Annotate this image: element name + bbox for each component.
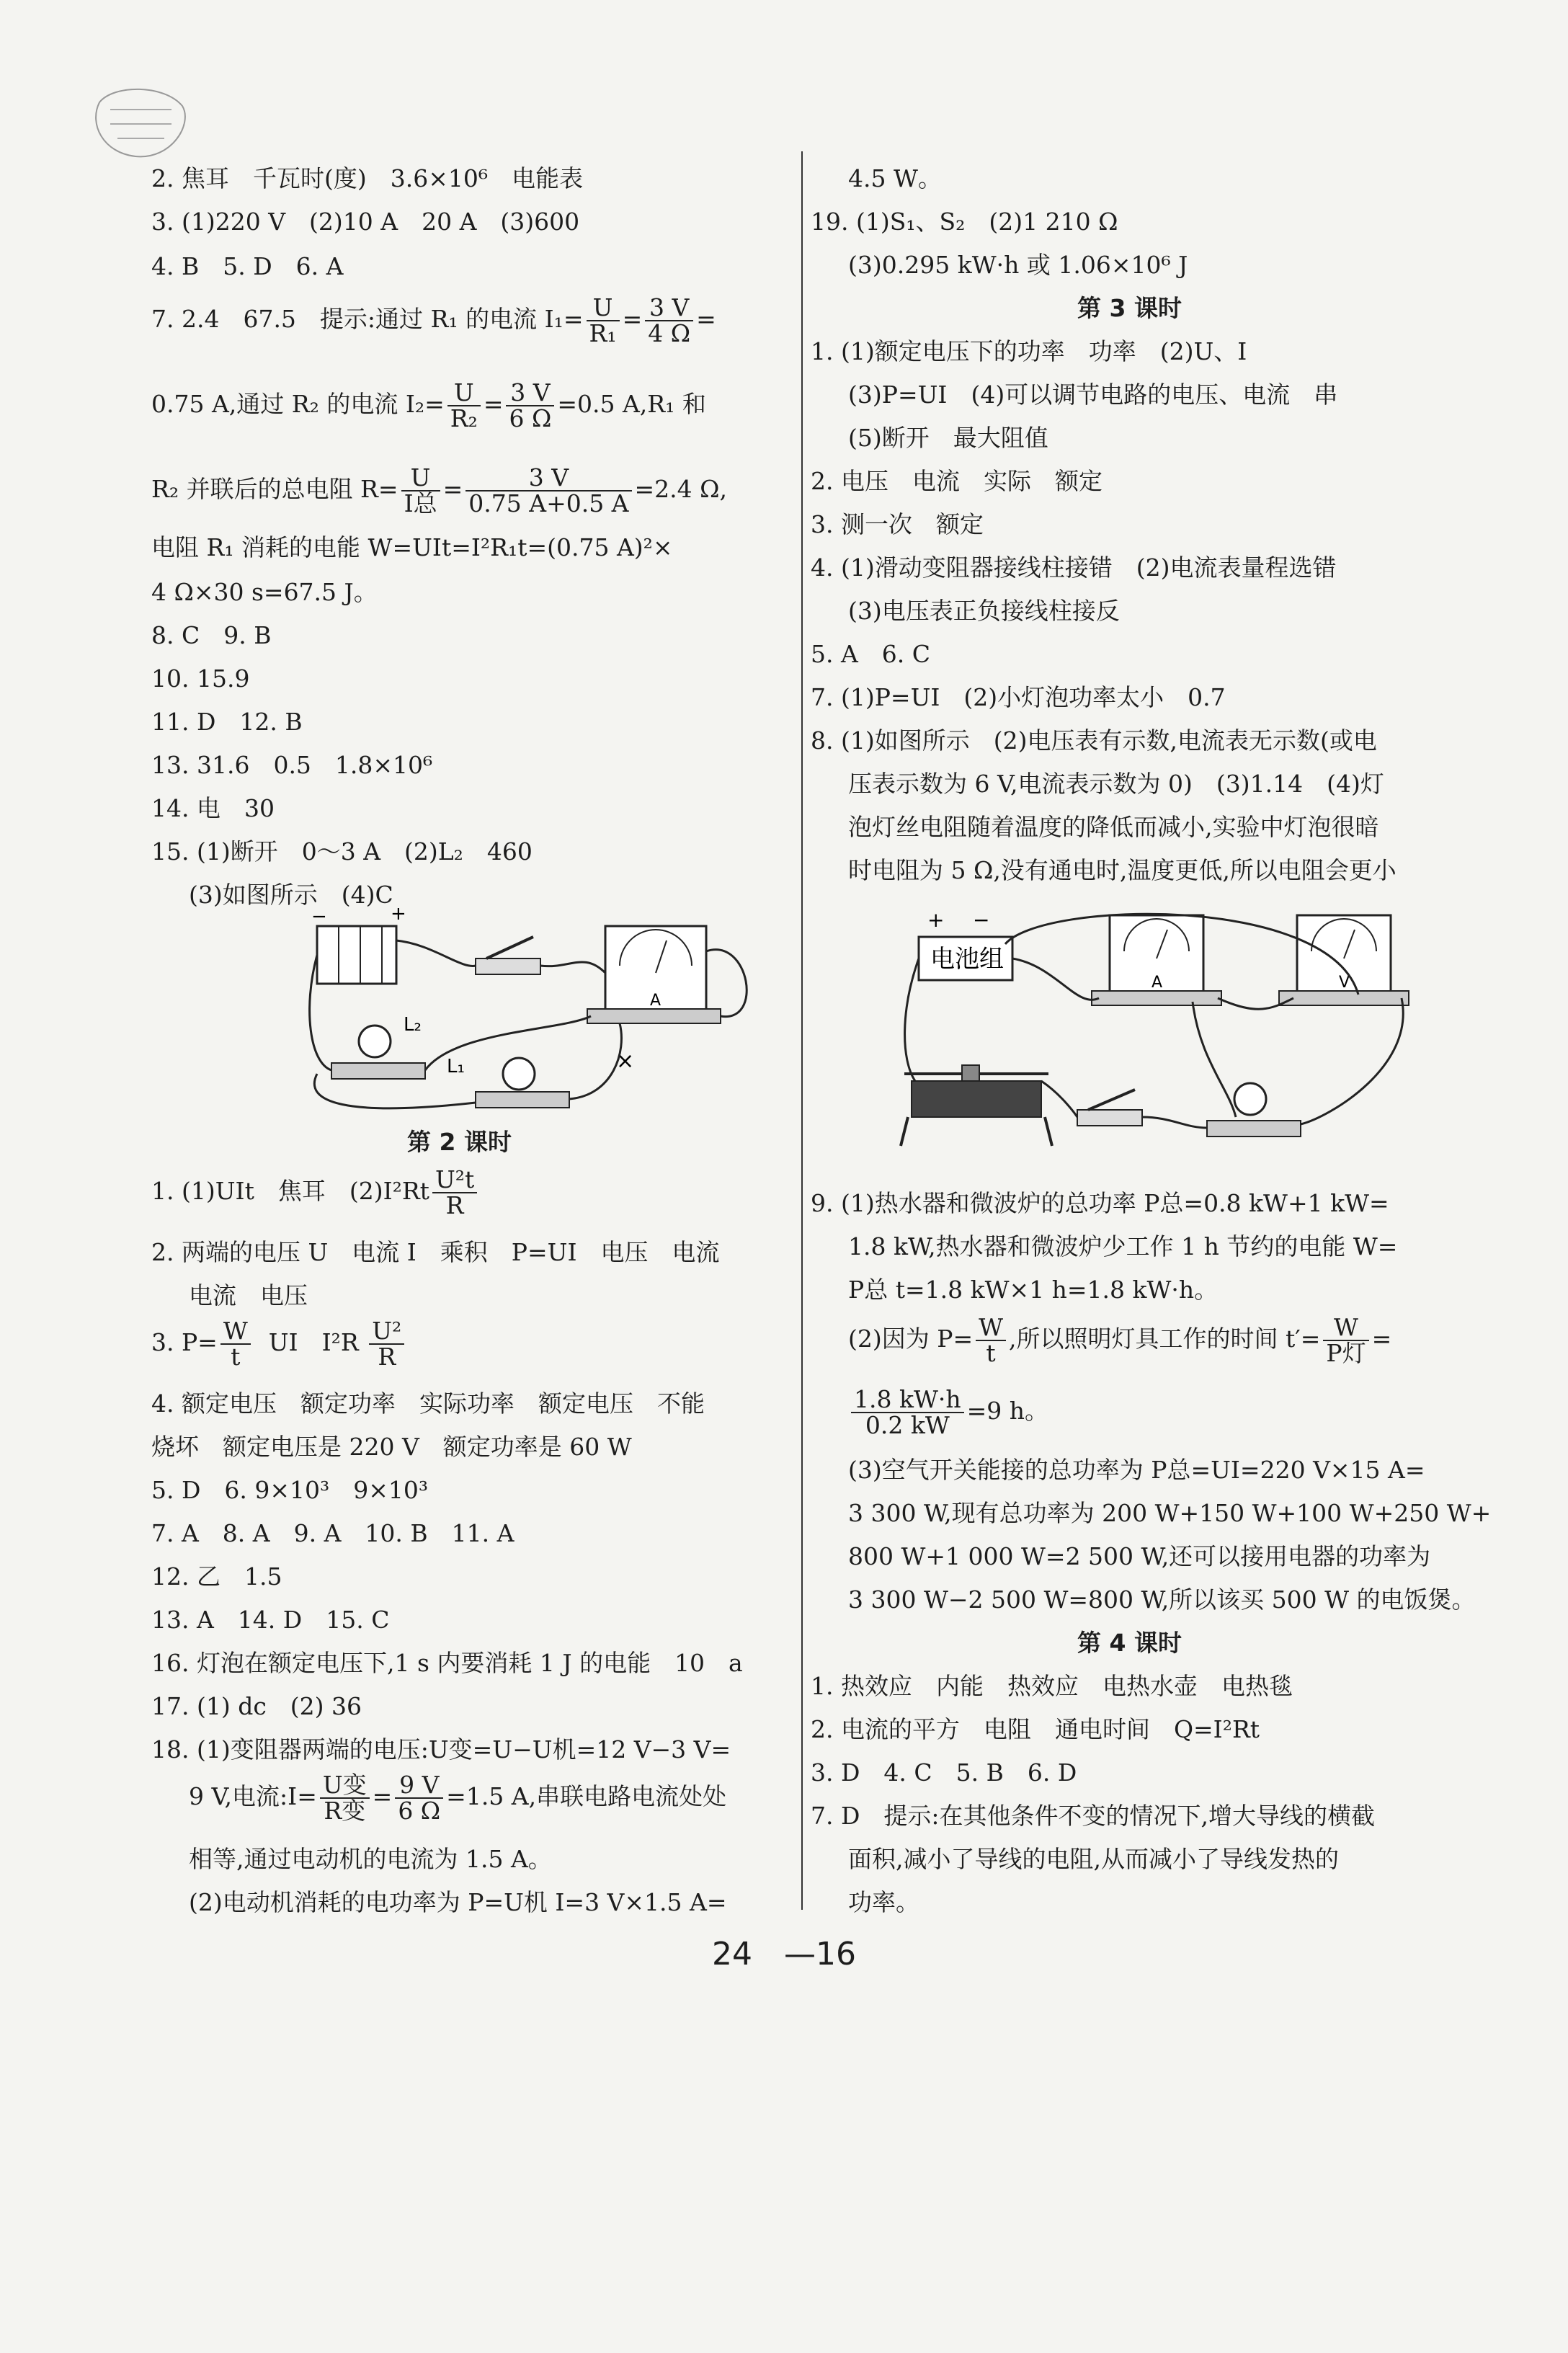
answer-line: 3. 测一次 额定 — [811, 510, 984, 538]
answer-line: 1. 热效应 内能 热效应 电热水壶 电热毯 — [811, 1672, 1293, 1700]
answer-line: 烧坏 额定电压是 220 V 额定功率是 60 W — [151, 1433, 632, 1461]
battery-icon — [317, 926, 396, 984]
ammeter-label: A — [1152, 974, 1163, 992]
battery-label: 电池组 — [930, 945, 1004, 974]
answer-line: 13. 31.6 0.5 1.8×10⁶ — [151, 751, 433, 779]
battery-plus-label: + — [927, 908, 945, 932]
stamp-logo — [85, 81, 193, 167]
voltmeter-label: V — [1339, 974, 1350, 992]
answer-line: 4. 额定电压 额定功率 实际功率 额定电压 不能 — [151, 1389, 705, 1418]
answer-line-formula: 9 V,电流:I= $\frac{\text{U变}}{\text{R变}}$ = $\frac{9 V}{6 \Omega}$ =1.5 A,串联电路电流处处 — [189, 1771, 727, 1825]
voltmeter-icon — [1279, 915, 1409, 1005]
answer-line: 8. (1)如图所示 (2)电压表有示数,电流表无示数(或电 — [811, 726, 1377, 755]
answer-line: 泡灯丝电阻随着温度的降低而减小,实验中灯泡很暗 — [848, 813, 1379, 841]
answer-line: (3)空气开关能接的总功率为 P总=UI=220 V×15 A= — [848, 1456, 1425, 1484]
answer-line: 4. (1)滑动变阻器接线柱接错 (2)电流表量程选错 — [811, 553, 1337, 582]
answer-line: 电流 电压 — [189, 1281, 308, 1309]
answer-line: 7. A 8. A 9. A 10. B 11. A — [151, 1519, 514, 1547]
answer-line: (3)0.295 kW·h 或 1.06×10⁶ J — [848, 251, 1188, 279]
bulb-icon — [1207, 1083, 1301, 1137]
answer-line: (3)如图所示 (4)C — [189, 881, 393, 909]
ammeter-label: A — [650, 992, 662, 1010]
answer-line: 电阻 R₁ 消耗的电能 W=UIt=I²R₁t=(0.75 A)²× — [151, 533, 673, 561]
answer-line: 3. D 4. C 5. B 6. D — [811, 1758, 1077, 1787]
answer-line: 9. (1)热水器和微波炉的总功率 P总=0.8 kW+1 kW= — [811, 1189, 1389, 1217]
circuit-figure-2 — [897, 901, 1438, 1175]
answer-line: 7. D 提示:在其他条件不变的情况下,增大导线的横截 — [811, 1802, 1376, 1830]
answer-line: 1. (1)额定电压下的功率 功率 (2)U、I — [811, 337, 1247, 365]
answer-line: 12. 乙 1.5 — [151, 1562, 282, 1591]
page-number: 24 —16 — [712, 1936, 856, 1972]
answer-line: 14. 电 30 — [151, 794, 275, 822]
answer-line: (3)P=UI (4)可以调节电路的电压、电流 串 — [848, 381, 1338, 409]
switch-icon — [1077, 1090, 1142, 1126]
answer-line-formula: 3. P= $\frac{W}{t}$ UI I²R $\frac{\text{U²}}{R}$ — [151, 1319, 407, 1369]
answer-line: (2)电动机消耗的电功率为 P=U机 I=3 V×1.5 A= — [189, 1888, 727, 1916]
answer-line: 2. 焦耳 千瓦时(度) 3.6×10⁶ 电能表 — [151, 164, 584, 192]
battery-minus-label: − — [311, 908, 327, 928]
answer-line: (3)电压表正负接线柱接反 — [848, 597, 1120, 625]
answer-line: 2. 两端的电压 U 电流 I 乘积 P=UI 电压 电流 — [151, 1238, 720, 1266]
battery-plus-label: + — [391, 908, 406, 925]
answer-line: 8. C 9. B — [151, 621, 272, 649]
answer-line: 3. (1)220 V (2)10 A 20 A (3)600 — [151, 208, 580, 236]
answer-line-formula: $\frac{1.8 kW\cdot h}{0.2 kW}$ =9 h。 — [811, 1387, 1048, 1438]
rheostat-icon — [901, 1065, 1052, 1146]
answer-line-formula: R₂ 并联后的总电阻 R= $\frac{U}{\text{I总}}$ = $\frac{3 V}{0.75 A+0.5 A}$ =2.4 Ω, — [151, 463, 728, 517]
answer-line: 19. (1)S₁、S₂ (2)1 210 Ω — [811, 208, 1118, 236]
answer-line: 面积,减小了导线的电阻,从而减小了导线发热的 — [848, 1845, 1339, 1873]
section-heading: 第 4 课时 — [1077, 1629, 1182, 1657]
ammeter-icon — [1092, 915, 1221, 1005]
answer-line: P总 t=1.8 kW×1 h=1.8 kW·h。 — [848, 1276, 1219, 1304]
answer-line: 5. A 6. C — [811, 640, 931, 668]
answer-line: 800 W+1 000 W=2 500 W,还可以接用电器的功率为 — [848, 1542, 1431, 1570]
answer-line: 11. D 12. B — [151, 708, 303, 736]
circuit-figure-1 — [303, 908, 807, 1131]
answer-line: 4. B 5. D 6. A — [151, 252, 344, 280]
answer-line: 18. (1)变阻器两端的电压:U变=U−U机=12 V−3 V= — [151, 1735, 731, 1763]
answer-line: 13. A 14. D 15. C — [151, 1606, 390, 1634]
answer-line: 3 300 W−2 500 W=800 W,所以该买 500 W 的电饭煲。 — [848, 1585, 1476, 1614]
cross-mark: × — [616, 1049, 635, 1074]
answer-line-formula: 7. 2.4 67.5 提示:通过 R₁ 的电流 I₁= $\frac{U}{\text{R₁}}$ = $\frac{3 V}{4 \Omega}$ = — [151, 293, 716, 347]
answer-line: 16. 灯泡在额定电压下,1 s 内要消耗 1 J 的电能 10 a — [151, 1649, 743, 1677]
bulb-l1-icon — [476, 1058, 569, 1108]
answer-line: 时电阻为 5 Ω,没有通电时,温度更低,所以电阻会更小 — [848, 856, 1396, 884]
answer-line: 5. D 6. 9×10³ 9×10³ — [151, 1476, 429, 1504]
answer-line-formula: (2)因为 P= $\frac{W}{t}$ ,所以照明灯具工作的时间 t′= $\frac{W}{\text{P灯}}$ = — [848, 1313, 1392, 1367]
bulb-l2-label: L₂ — [404, 1014, 422, 1036]
answer-line: 2. 电压 电流 实际 额定 — [811, 467, 1102, 495]
answer-line: 1.8 kW,热水器和微波炉少工作 1 h 节约的电能 W= — [848, 1232, 1398, 1260]
answer-line: 10. 15.9 — [151, 664, 250, 693]
battery-minus-label: − — [973, 908, 990, 932]
answer-line-formula: 1. (1)UIt 焦耳 (2)I²Rt $\frac{\text{U²t}}{R}$ — [151, 1167, 480, 1218]
answer-line: 17. (1) dc (2) 36 — [151, 1692, 362, 1720]
answer-line: 4.5 W。 — [848, 164, 942, 192]
answer-line: 压表示数为 6 V,电流表示数为 0) (3)1.14 (4)灯 — [848, 770, 1384, 798]
answer-line: (5)断开 最大阻值 — [848, 424, 1048, 452]
section-heading: 第 3 课时 — [1077, 294, 1182, 322]
switch-icon — [476, 937, 540, 974]
answer-line: 4 Ω×30 s=67.5 J。 — [151, 578, 378, 606]
answer-line-formula: 0.75 A,通过 R₂ 的电流 I₂= $\frac{U}{\text{R₂}}$ = $\frac{3 V}{6 \Omega}$ =0.5 A,R₁ 和 — [151, 378, 706, 432]
bulb-l1-label: L₁ — [447, 1056, 465, 1077]
answer-line: 3 300 W,现有总功率为 200 W+150 W+100 W+250 W+ — [848, 1499, 1492, 1527]
answer-line: 功率。 — [848, 1888, 919, 1916]
answer-line: 7. (1)P=UI (2)小灯泡功率太小 0.7 — [811, 683, 1226, 711]
answer-line: 15. (1)断开 0～3 A (2)L₂ 460 — [151, 837, 533, 866]
section-heading: 第 2 课时 — [407, 1128, 512, 1156]
answer-line: 2. 电流的平方 电阻 通电时间 Q=I²Rt — [811, 1715, 1260, 1743]
answer-line: 相等,通过电动机的电流为 1.5 A。 — [189, 1845, 552, 1873]
